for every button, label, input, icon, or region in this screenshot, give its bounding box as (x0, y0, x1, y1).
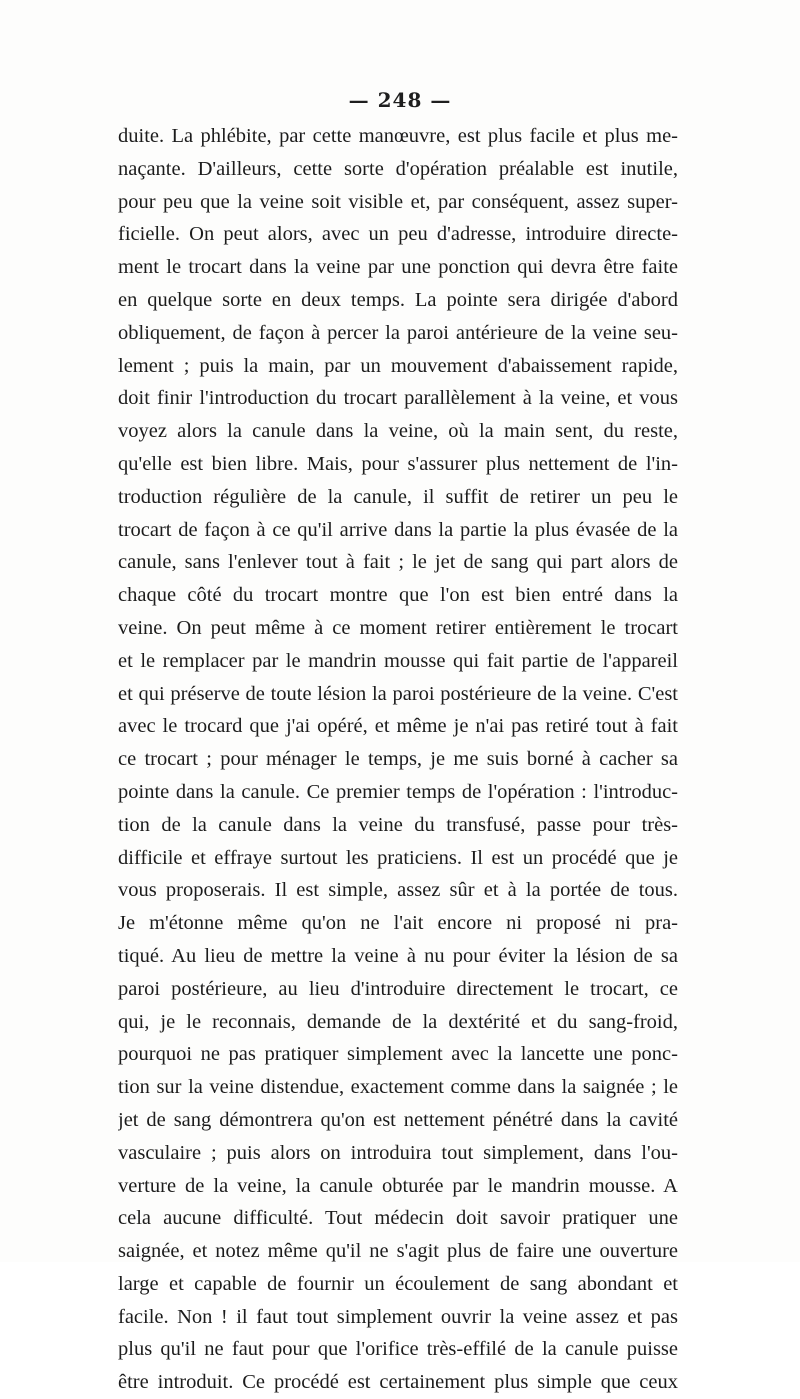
text-line: naçante. D'ailleurs, cette sorte d'opération préalable est inutile, (118, 157, 678, 180)
text-line: large et capable de fournir un écoulement de sang abondant et (118, 1272, 678, 1295)
text-line: vous proposerais. Il est simple, assez sûr et à la portée de tous. (118, 879, 678, 902)
text-line: et qui préserve de toute lésion la paroi postérieure de la veine. C'est (118, 682, 678, 705)
text-line: difficile et effraye surtout les praticiens. Il est un procédé que je (118, 846, 678, 869)
text-line: ment le trocart dans la veine par une ponction qui devra être faite (118, 256, 678, 279)
body-text (118, 120, 678, 1399)
text-line: saignée, et notez même qu'il ne s'agit plus de faire une ouverture (118, 1240, 678, 1263)
text-line: obliquement, de façon à percer la paroi antérieure de la veine seu- (118, 321, 678, 344)
text-line: duite. La phlébite, par cette manœuvre, est plus facile et plus me- (118, 125, 678, 147)
text-line: qu'elle est bien libre. Mais, pour s'assurer plus nettement de l'in- (118, 452, 678, 475)
text-line: Je m'étonne même qu'on ne l'ait encore ni proposé ni pra- (118, 912, 678, 935)
text-line: tion sur la veine distendue, exactement comme dans la saignée ; le (118, 1076, 678, 1099)
text-line: verture de la veine, la canule obturée par le mandrin mousse. A (118, 1174, 678, 1197)
text-line: vasculaire ; puis alors on introduira tout simplement, dans l'ou- (118, 1141, 678, 1164)
text-line: veine. On peut même à ce moment retirer entièrement le trocart (118, 616, 678, 639)
text-line: qui, je le reconnais, demande de la dextérité et du sang-froid, (118, 1010, 678, 1033)
text-line: lement ; puis la main, par un mouvement d'abaissement rapide, (118, 354, 678, 377)
text-line: pourquoi ne pas pratiquer simplement avec la lancette une ponc- (118, 1043, 678, 1066)
text-line: ce trocart ; pour ménager le temps, je me suis borné à cacher sa (118, 748, 678, 771)
text-line: chaque côté du trocart montre que l'on est bien entré dans la (118, 584, 678, 607)
page-number: — 248 — (348, 88, 452, 112)
text-line: pointe dans la canule. Ce premier temps de l'opération : l'introduc- (118, 780, 678, 803)
text-line: jet de sang démontrera qu'on est nettement pénétré dans la cavité (118, 1108, 678, 1131)
text-line: pour peu que la veine soit visible et, par conséquent, assez super- (118, 190, 678, 213)
text-line: canule, sans l'enlever tout à fait ; le jet de sang qui part alors de (118, 551, 678, 574)
text-line: être introduit. Ce procédé est certainement plus simple que ceux (118, 1371, 678, 1394)
text-line: paroi postérieure, au lieu d'introduire directement le trocart, ce (118, 977, 678, 1000)
text-line: cela aucune difficulté. Tout médecin doit savoir pratiquer une (118, 1207, 678, 1230)
text-line: ficielle. On peut alors, avec un peu d'adresse, introduire directe- (118, 223, 678, 246)
text-line: et le remplacer par le mandrin mousse qui fait partie de l'appareil (118, 649, 678, 672)
text-line: facile. Non ! il faut tout simplement ouvrir la veine assez et pas (118, 1305, 678, 1328)
text-line: voyez alors la canule dans la veine, où la main sent, du reste, (118, 420, 678, 443)
text-line: en quelque sorte en deux temps. La pointe sera dirigée d'abord (118, 288, 678, 311)
text-line: avec le trocard que j'ai opéré, et même je n'ai pas retiré tout à fait (118, 715, 678, 738)
text-line: tiqué. Au lieu de mettre la veine à nu pour éviter la lésion de sa (118, 944, 678, 967)
text-line: troduction régulière de la canule, il suffit de retirer un peu le (118, 485, 678, 508)
text-line: plus qu'il ne faut pour que l'orifice très-effilé de la canule puisse (118, 1338, 678, 1361)
text-line: doit finir l'introduction du trocart parallèlement à la veine, et vous (118, 387, 678, 410)
text-line: trocart de façon à ce qu'il arrive dans la partie la plus évasée de la (118, 518, 678, 541)
text-line: tion de la canule dans la veine du transfusé, passe pour très- (118, 813, 678, 836)
